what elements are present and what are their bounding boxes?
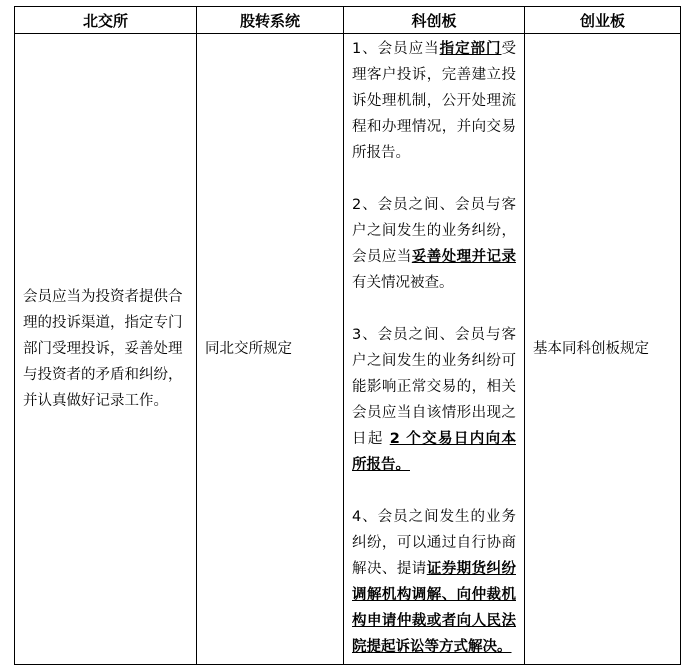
star-rule-2-rest: 有关情况被查。 bbox=[352, 275, 454, 291]
header-bse: 北交所 bbox=[15, 7, 197, 34]
star-rule-4 bbox=[352, 504, 516, 660]
star-rule-2-emphasis: 妥善处理并记录 bbox=[411, 249, 517, 265]
content-row bbox=[15, 34, 681, 665]
star-rule-1 bbox=[352, 36, 516, 166]
header-chinext: 创业板 bbox=[525, 7, 681, 34]
star-rule-4-emphasis: 证券期货纠纷调解机构调解、向仲裁机构申请仲裁或者向人民法院提起诉讼等方式解决。 bbox=[352, 561, 516, 655]
header-star-market: 科创板 bbox=[344, 7, 525, 34]
header-neeq: 股转系统 bbox=[197, 7, 344, 34]
comparison-table bbox=[14, 6, 681, 665]
star-rule-2 bbox=[352, 192, 516, 296]
paragraph-gap bbox=[352, 166, 516, 192]
cell-star-market bbox=[344, 34, 525, 665]
cell-neeq: 同北交所规定 bbox=[197, 34, 344, 665]
header-row bbox=[15, 7, 681, 34]
star-rule-3-text: 3、会员之间、会员与客户之间发生的业务纠纷可能影响正常交易的，相关会员应当自该情形出现之日起 bbox=[352, 327, 516, 447]
star-rule-2-text: 2、会员之间、会员与客户之间发生的业务纠纷，会员应当 bbox=[352, 197, 516, 265]
cell-chinext: 基本同科创板规定 bbox=[525, 34, 681, 665]
cell-bse: 会员应当为投资者提供合理的投诉渠道，指定专门部门受理投诉，妥善处理与投资者的矛盾和纠纷，并认真做好记录工作。 bbox=[15, 34, 197, 665]
paragraph-gap bbox=[352, 478, 516, 504]
star-rule-3 bbox=[352, 322, 516, 478]
star-rule-3-emphasis: 2 个交易日内向本所报告。 bbox=[352, 431, 516, 473]
star-rule-1-rest: 受理客户投诉，完善建立投诉处理机制，公开处理流程和办理情况，并向交易所报告。 bbox=[352, 41, 516, 161]
paragraph-gap bbox=[352, 296, 516, 322]
star-rule-1-emphasis: 指定部门 bbox=[439, 41, 502, 57]
star-rule-4-text: 4、会员之间发生的业务纠纷，可以通过自行协商解决、提请 bbox=[352, 509, 516, 577]
star-rule-1-text: 1、会员应当 bbox=[352, 41, 440, 57]
